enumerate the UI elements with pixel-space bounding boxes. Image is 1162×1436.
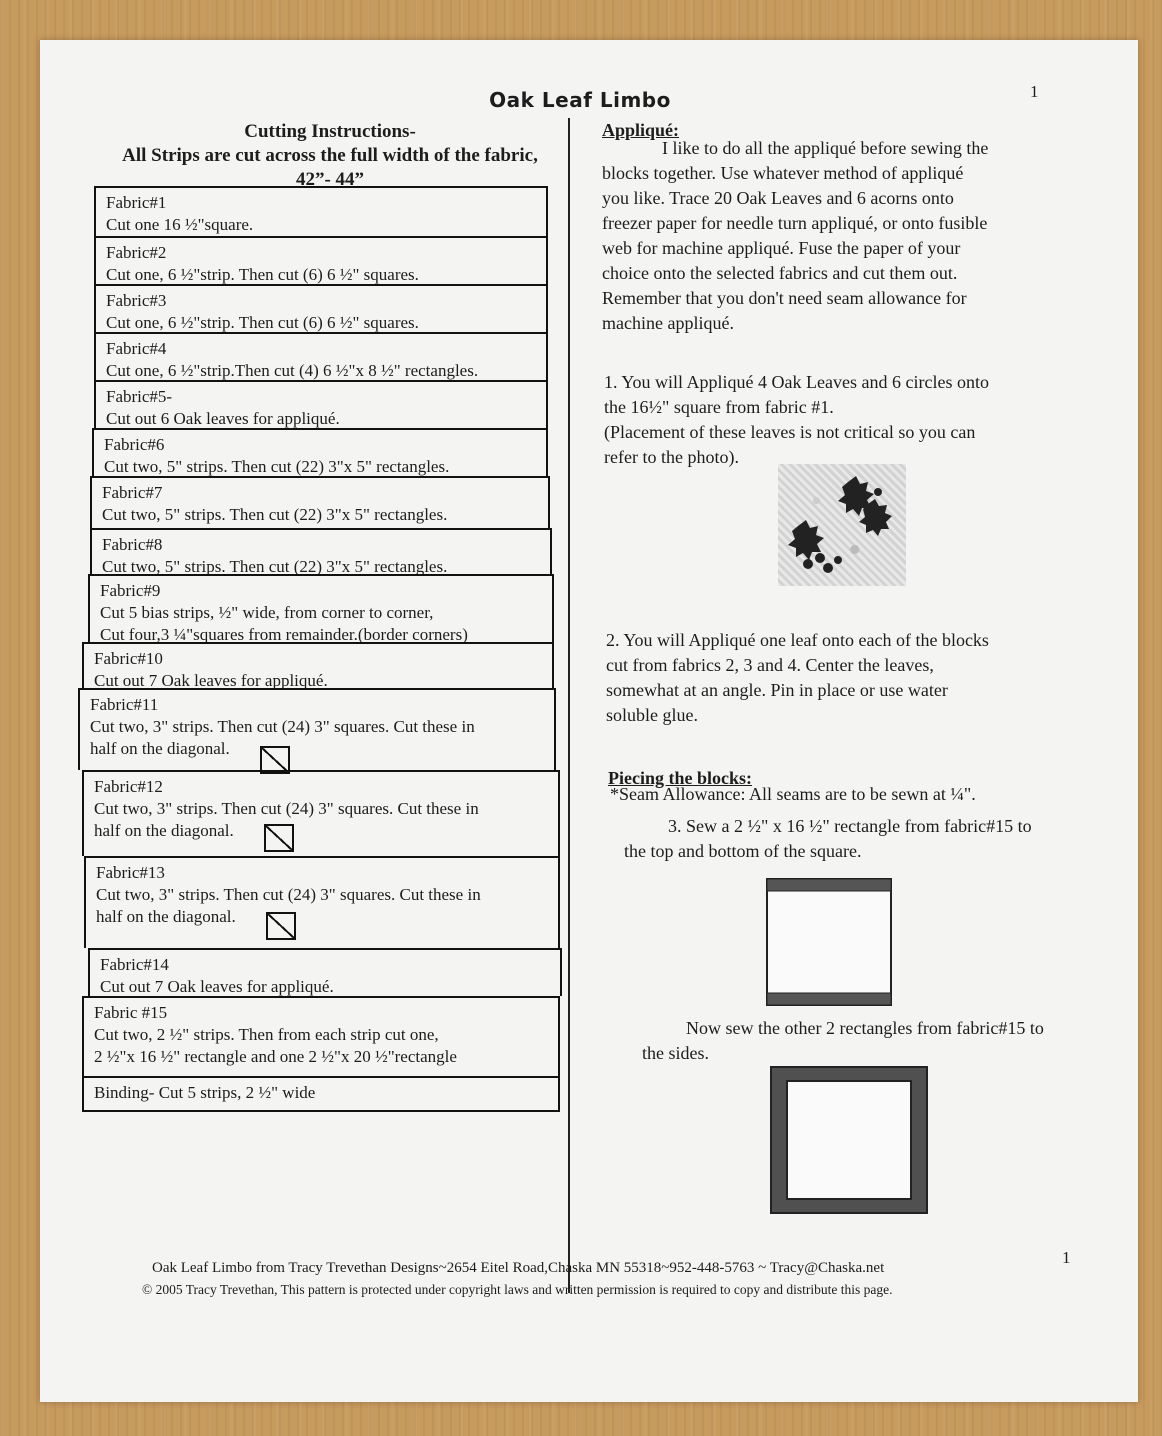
text-line: Remember that you don't need seam allowance for xyxy=(602,288,967,308)
block-top-bottom-diagram xyxy=(766,878,892,1006)
footer-contact: Oak Leaf Limbo from Tracy Trevethan Designs~2654 Eitel Road,Chaska MN 55318~952-448-5763 ~ Tracy@Chaska.net xyxy=(152,1260,885,1276)
piecing-heading: Piecing the blocks: xyxy=(608,768,752,788)
text-line: 1. You will Appliqué 4 Oak Leaves and 6 circles onto xyxy=(604,372,989,392)
cutting-row xyxy=(82,642,554,688)
text-line: somewhat at an angle. Pin in place or use water xyxy=(606,680,948,700)
text-line: machine appliqué. xyxy=(602,313,734,333)
cutting-row xyxy=(90,476,550,528)
cutting-instruction: Cut one, 6 ½"strip. Then cut (6) 6 ½" squares. xyxy=(106,313,419,332)
fabric-label: Fabric#1 xyxy=(106,193,167,212)
cutting-instruction: 2 ½"x 16 ½" rectangle and one 2 ½"x 20 ½"rectangle xyxy=(94,1047,457,1066)
cutting-instruction: Cut 5 bias strips, ½" wide, from corner to corner, xyxy=(100,603,434,622)
step-1 xyxy=(604,370,1084,470)
cutting-instruction: half on the diagonal. xyxy=(96,907,236,926)
fabric-label: Fabric#4 xyxy=(106,339,167,358)
text-line: 2. You will Appliqué one leaf onto each of the blocks xyxy=(606,630,989,650)
page-number-top: 1 xyxy=(1030,82,1039,101)
cutting-row xyxy=(78,688,556,770)
cutting-width-note: 42”- 44” xyxy=(295,169,365,190)
cutting-row xyxy=(94,332,548,380)
cutting-row xyxy=(84,856,560,948)
fabric-label: Fabric#10 xyxy=(94,649,163,668)
block-sides-diagram xyxy=(770,1066,928,1214)
cutting-instruction: Cut two, 3" strips. Then cut (24) 3" squares. Cut these in xyxy=(94,799,479,818)
leaf-photo xyxy=(778,464,906,586)
fabric-label: Fabric#2 xyxy=(106,243,167,262)
cutting-row xyxy=(94,186,548,236)
seam-note: *Seam Allowance: All seams are to be sewn at ¼". xyxy=(610,784,976,804)
cutting-row xyxy=(94,236,548,284)
fabric-label: Fabric#9 xyxy=(100,581,161,600)
cutting-instruction: Cut one 16 ½"square. xyxy=(106,215,254,234)
fabric-label: Fabric#6 xyxy=(104,435,165,454)
diagonal-square-icon xyxy=(264,824,294,852)
cutting-heading: Cutting Instructions- xyxy=(244,121,416,142)
cutting-instruction: Cut one, 6 ½"strip. Then cut (6) 6 ½" squares. xyxy=(106,265,419,284)
cutting-subheading: All Strips are cut across the full width of the fabric, xyxy=(122,145,538,166)
oak-leaf-icon xyxy=(778,464,906,586)
cutting-instruction: Cut two, 5" strips. Then cut (22) 3"x 5" rectangles. xyxy=(102,505,448,524)
cutting-instruction: Cut four,3 ¼"squares from remainder.(border corners) xyxy=(100,625,468,644)
text-line: (Placement of these leaves is not critical so you can xyxy=(604,422,976,442)
cutting-heading-block xyxy=(80,120,580,192)
text-line: the top and bottom of the square. xyxy=(624,841,862,861)
cutting-instruction: Cut out 7 Oak leaves for appliqué. xyxy=(100,977,334,996)
page-number-bottom: 1 xyxy=(1062,1248,1071,1267)
applique-heading: Appliqué: xyxy=(602,120,680,140)
page-title: Oak Leaf Limbo xyxy=(489,88,671,112)
cutting-instruction: Cut out 6 Oak leaves for appliqué. xyxy=(106,409,340,428)
text-line: the 16½" square from fabric #1. xyxy=(604,397,834,417)
cutting-row xyxy=(94,284,548,332)
fabric-label: Fabric#13 xyxy=(96,863,165,882)
column-divider xyxy=(568,118,570,1293)
diagonal-square-icon xyxy=(266,912,296,940)
applique-paragraph xyxy=(602,136,1082,336)
cutting-row xyxy=(88,574,554,642)
text-line: soluble glue. xyxy=(606,705,698,725)
text-line: 3. Sew a 2 ½" x 16 ½" rectangle from fabric#15 to xyxy=(668,816,1032,836)
footer-copyright: © 2005 Tracy Trevethan, This pattern is protected under copyright laws and written permission is required to copy and distribute this page. xyxy=(142,1282,893,1297)
cutting-row xyxy=(82,770,560,856)
text-line: Now sew the other 2 rectangles from fabric#15 to xyxy=(686,1018,1044,1038)
fabric-label: Fabric#14 xyxy=(100,955,169,974)
cutting-instruction: Cut out 7 Oak leaves for appliqué. xyxy=(94,671,328,690)
cutting-instruction: Cut two, 5" strips. Then cut (22) 3"x 5" rectangles. xyxy=(104,457,450,476)
cutting-row xyxy=(82,1076,560,1112)
cutting-instruction: half on the diagonal. xyxy=(90,739,230,758)
text-line: refer to the photo). xyxy=(604,447,739,467)
text-line: web for machine appliqué. Fuse the paper of your xyxy=(602,238,961,258)
pattern-page xyxy=(40,40,1138,1402)
fabric-label: Fabric#7 xyxy=(102,483,163,502)
cutting-row xyxy=(92,428,548,476)
step-3 xyxy=(608,814,1088,864)
cutting-row xyxy=(90,528,552,574)
cutting-instruction: Cut two, 3" strips. Then cut (24) 3" squares. Cut these in xyxy=(96,885,481,904)
text-line: the sides. xyxy=(642,1043,709,1063)
fabric-label: Fabric#12 xyxy=(94,777,163,796)
text-line: I like to do all the appliqué before sewing the xyxy=(662,138,989,158)
fabric-label: Fabric#8 xyxy=(102,535,163,554)
cutting-instruction: Cut one, 6 ½"strip.Then cut (4) 6 ½"x 8 ½" rectangles. xyxy=(106,361,479,380)
cutting-row xyxy=(88,948,562,996)
fabric-label: Fabric#5- xyxy=(106,387,173,406)
fabric-label: Fabric #15 xyxy=(94,1003,168,1022)
fabric-label: Fabric#3 xyxy=(106,291,167,310)
step-3-sides xyxy=(626,1016,1086,1066)
step-2 xyxy=(606,628,1086,728)
text-line: you like. Trace 20 Oak Leaves and 6 acorns onto xyxy=(602,188,954,208)
cutting-instruction: Cut two, 2 ½" strips. Then from each strip cut one, xyxy=(94,1025,439,1044)
fabric-label: Fabric#11 xyxy=(90,695,159,714)
text-line: choice onto the selected fabrics and cut them out. xyxy=(602,263,958,283)
fabric-label: Binding- Cut 5 strips, 2 ½" wide xyxy=(94,1083,316,1102)
text-line: freezer paper for needle turn appliqué, or onto fusible xyxy=(602,213,988,233)
cutting-instruction: half on the diagonal. xyxy=(94,821,234,840)
text-line: blocks together. Use whatever method of appliqué xyxy=(602,163,964,183)
text-line: cut from fabrics 2, 3 and 4. Center the leaves, xyxy=(606,655,934,675)
cutting-row xyxy=(94,380,548,428)
cutting-row xyxy=(82,996,560,1076)
cutting-instruction: Cut two, 3" strips. Then cut (24) 3" squares. Cut these in xyxy=(90,717,475,736)
cutting-instruction: Cut two, 5" strips. Then cut (22) 3"x 5" rectangles. xyxy=(102,557,448,576)
